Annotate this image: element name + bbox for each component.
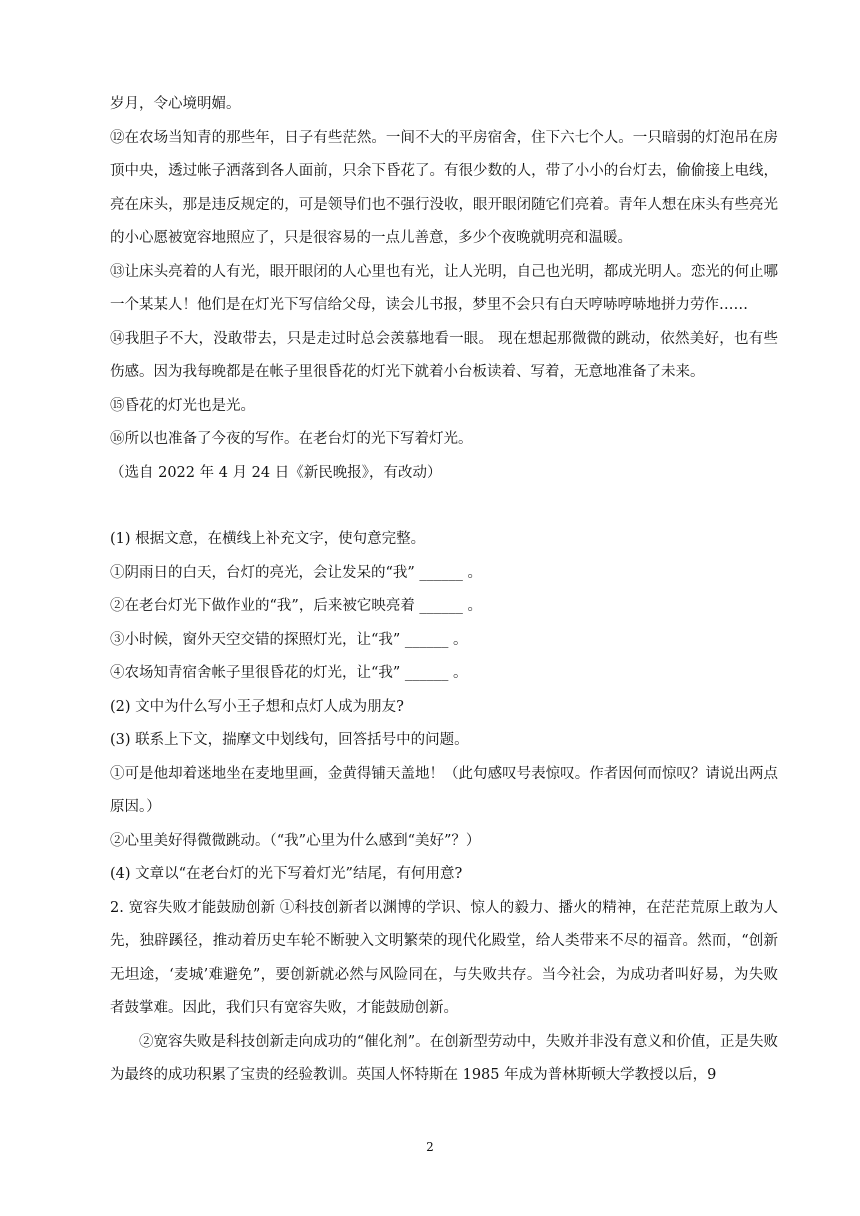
question-1-item-4: ④农场知青宿舍帐子里很昏花的灯光，让“我” ______ 。 [110,665,468,681]
section-2-intro: 2. 宽容失败才能鼓励创新 ①科技创新者以渊博的学识、惊人的毅力、播火的精神，在茫茫荒原上敢为人先，独辟蹊径，推动着历史车轮不断驶入文明繁荣的现代化殿堂，给人类带来不尽的福音。然而，“创新无坦途，‘麦城’难避免”，要创新就必然与风险同在，与失败共存。当今社会，为成功者叫好易，为失败者鼓掌难。因此，我们只有宽容失败，才能鼓励创新。 [110,899,778,1016]
question-4: (4) 文章以“在老台灯的光下写着灯光”结尾，有何用意? [110,866,463,882]
source-note: （选自 2022 年 4 月 24 日《新民晚报》，有改动） [110,464,442,481]
question-1-item-2: ②在老台灯光下做作业的“我”，后来被它映亮着 ______ 。 [110,598,483,614]
spacer [110,490,778,523]
question-1-item-3: ③小时候，窗外天空交错的探照灯光，让“我” ______ 。 [110,631,468,648]
paragraph-14: ⑭我胆子不大，没敢带去，只是走过时总会羡慕地看一眼。 现在想起那微微的跳动，依然美好，也有些伤感。因为我每晚都是在帐子里很昏花的灯光下就着小台板读着、写着，无意地准备了未来。 [110,330,778,380]
question-3: (3) 联系上下文，揣摩文中划线句，回答括号中的问题。 [110,732,469,748]
paragraph-15: ⑮昏花的灯光也是光。 [110,397,255,414]
article-body [110,88,778,1093]
question-3-item-1: ①可是他却着迷地坐在麦地里画，金黄得铺天盖地！（此句感叹号表惊叹。作者因何而惊叹？请说出两点原因。） [110,765,778,815]
page-number: 2 [426,1140,434,1154]
question-1: (1) 根据文意，在横线上补充文字，使句意完整。 [110,531,426,547]
paragraph-13: ⑬让床头亮着的人有光，眼开眼闭的人心里也有光，让人光明，自己也光明，都成光明人。恋光的何止哪一个某某人！他们是在灯光下写信给父母，读会儿书报，梦里不会只有白天哼哧哼哧地拼力劳作…… [110,263,778,313]
question-1-item-1: ①阴雨日的白天，台灯的亮光，会让发呆的“我” ______ 。 [110,564,483,581]
question-3-item-2: ②心里美好得微微跳动。（“我”心里为什么感到“美好”？） [110,832,481,849]
paragraph-16: ⑯所以也准备了今夜的写作。在老台灯的光下写着灯光。 [110,431,473,447]
paragraph-continuation: 岁月，令心境明媚。 [110,96,241,112]
section-2-paragraph-2: ②宽容失败是科技创新走向成功的“催化剂”。在创新型劳动中，失败并非没有意义和价值，正是失败为最终的成功积累了宝贵的经验教训。英国人怀特斯在 1985 年成为普林斯顿大学教授以后，9 [110,1033,778,1083]
paragraph-12: ⑫在农场当知青的那些年，日子有些茫然。一间不大的平房宿舍，住下六七个人。一只暗弱的灯泡吊在房顶中央，透过帐子洒落到各人面前，只余下昏花了。有很少数的人，带了小小的台灯去，偷偷接上电线，亮在床头，那是违反规定的，可是领导们也不强行没收，眼开眼闭随它们亮着。青年人想在床头有些亮光的小心愿被宽容地照应了，只是很容易的一点儿善意，多少个夜晚就明亮和温暖。 [110,129,778,246]
question-2: (2) 文中为什么写小王子想和点灯人成为朋友? [110,698,404,715]
